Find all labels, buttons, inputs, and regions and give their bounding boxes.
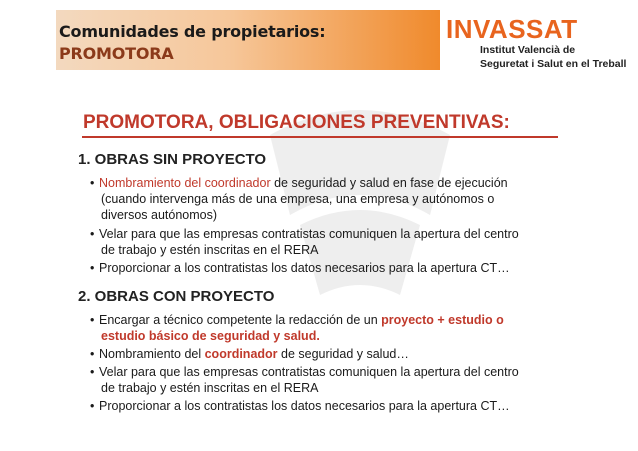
s2-b2-pre: Nombramiento del xyxy=(99,347,205,361)
s1-bullet2-line1 xyxy=(90,227,519,242)
title-underline xyxy=(82,136,558,138)
s2-bullet3-line2: de trabajo y estén inscritas en el RERA xyxy=(101,381,319,395)
s2-bullet1-line2: estudio básico de seguridad y salud. xyxy=(101,329,320,343)
s2-bullet2-line1 xyxy=(90,347,409,362)
s2-b1-highlight: proyecto + estudio o xyxy=(381,313,504,327)
section-heading-2: 2. OBRAS CON PROYECTO xyxy=(78,288,275,305)
s1-b1-rest: de seguridad y salud en fase de ejecución xyxy=(270,176,508,190)
logo-subtitle-1: Institut Valencià de xyxy=(480,44,576,56)
logo-subtitle-2: Seguretat i Salut en el Treball xyxy=(480,58,627,70)
s2-b1-pre: Encargar a técnico competente la redacción de un xyxy=(99,313,382,327)
section-heading-1: 1. OBRAS SIN PROYECTO xyxy=(78,151,267,168)
s1-b3-text: Proporcionar a los contratistas los datos necesarios para la apertura CT… xyxy=(99,261,510,275)
bullet: • xyxy=(90,347,95,361)
bullet: • xyxy=(90,261,95,275)
s1-b1-highlight: Nombramiento del coordinador xyxy=(99,176,271,190)
s2-b2-rest: de seguridad y salud… xyxy=(277,347,409,361)
header-title: Comunidades de propietarios: xyxy=(59,22,326,41)
s2-b2-highlight: coordinador xyxy=(204,347,278,361)
s1-b2-text: Velar para que las empresas contratistas comuniquen la apertura del centro xyxy=(99,227,519,241)
s1-bullet1-line3: diversos autónomos) xyxy=(101,208,218,222)
s2-bullet3-line1 xyxy=(90,365,519,380)
bullet: • xyxy=(90,176,95,190)
s2-b4-text: Proporcionar a los contratistas los datos necesarios para la apertura CT… xyxy=(99,399,510,413)
page-title: PROMOTORA, OBLIGACIONES PREVENTIVAS: xyxy=(83,112,510,133)
bullet: • xyxy=(90,365,95,379)
bullet: • xyxy=(90,227,95,241)
s1-bullet2-line2: de trabajo y estén inscritas en el RERA xyxy=(101,243,319,257)
bullet: • xyxy=(90,399,95,413)
s2-bullet4-line1 xyxy=(90,399,510,414)
s1-bullet3-line1 xyxy=(90,261,510,276)
invassat-logo xyxy=(440,10,627,70)
s2-bullet1-line1 xyxy=(90,313,504,328)
s2-b3-text: Velar para que las empresas contratistas comuniquen la apertura del centro xyxy=(99,365,519,379)
logo-name: INVASSAT xyxy=(446,14,578,44)
bullet: • xyxy=(90,313,95,327)
header-subtitle: PROMOTORA xyxy=(59,44,174,63)
s1-bullet1-line1 xyxy=(90,176,508,191)
s1-bullet1-line2: (cuando intervenga más de una empresa, una empresa y autónomos o xyxy=(101,192,495,206)
